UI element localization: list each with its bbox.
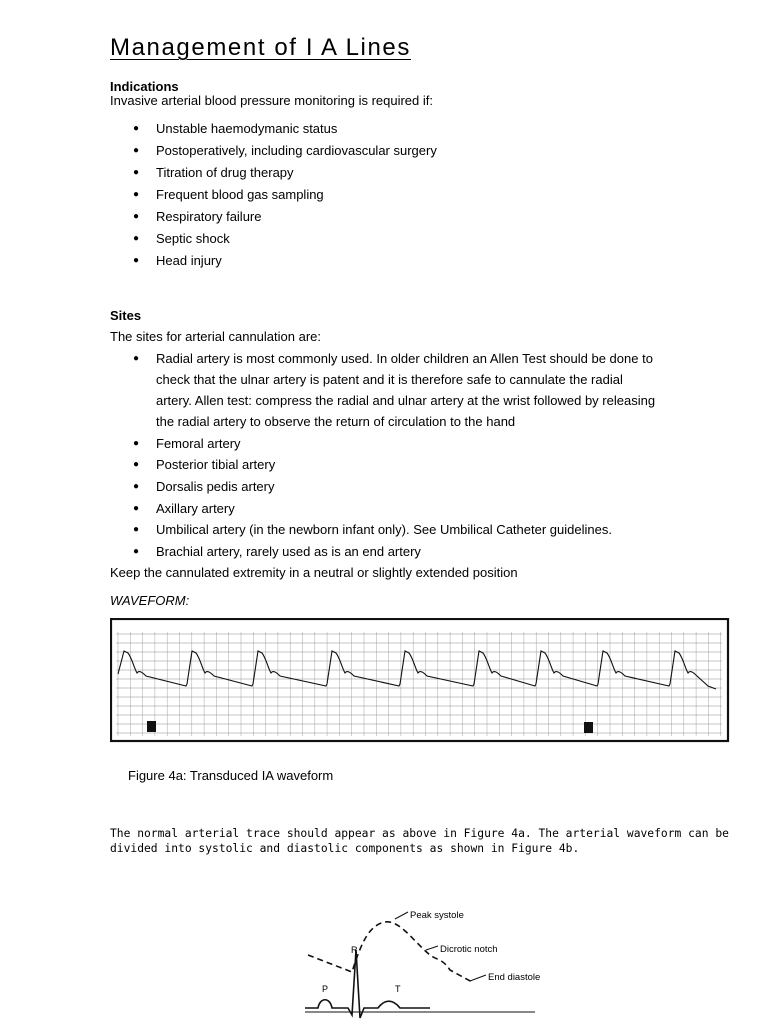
peak-systole-pointer [395,912,408,919]
end-diastole-pointer [470,975,486,981]
bullet-icon: ● [133,459,140,470]
bullet-icon: ● [133,233,140,244]
bullet-icon: ● [133,255,140,266]
list-item: Postoperatively, including cardiovascular surgery [156,143,437,158]
bullet-icon: ● [133,546,140,557]
end-diastole-label: End diastole [488,972,540,983]
sites-intro: The sites for arterial cannulation are: [110,329,321,344]
bullet-icon: ● [133,481,140,492]
bullet-icon: ● [133,123,140,134]
waveform-strip-image [110,618,730,744]
calibration-marker [584,722,593,733]
waveform-label: WAVEFORM: [110,593,190,608]
list-item: Titration of drug therapy [156,165,294,180]
bullet-icon: ● [133,353,140,364]
dicrotic-notch-pointer [426,946,438,950]
list-item: Brachial artery, rarely used as is an end artery [156,544,421,559]
list-item: Femoral artery [156,436,241,451]
list-item-continuation: artery. Allen test: compress the radial and ulnar artery at the wrist followed by releasing [156,393,656,408]
page-title: Management of I A Lines [110,34,411,61]
list-item: Axillary artery [156,501,235,516]
figure-4a-caption: Figure 4a: Transduced IA waveform [128,768,334,783]
dicrotic-notch-label: Dicrotic notch [440,944,498,955]
bullet-icon: ● [133,524,140,535]
sites-heading: Sites [110,308,142,323]
p-wave-label: P [322,984,329,994]
list-item: Septic shock [156,231,230,246]
strip-border [111,619,728,741]
peak-systole-label: Peak systole [410,910,464,921]
bullet-icon: ● [133,145,140,156]
bullet-icon: ● [133,503,140,514]
bullet-icon: ● [133,211,140,222]
list-item: Unstable haemodymanic status [156,121,338,136]
indications-heading: Indications [110,79,179,94]
r-wave-label: R [351,945,358,955]
list-item: Dorsalis pedis artery [156,479,275,494]
figure-4b-diagram [300,900,540,1024]
list-item-continuation: the radial artery to observe the return of circulation to the hand [156,414,516,429]
strip-grid [116,632,722,736]
indications-intro: Invasive arterial blood pressure monitoring is required if: [110,93,433,108]
bullet-icon: ● [133,189,140,200]
list-item: Umbilical artery (in the newborn infant only). See Umbilical Catheter guidelines. [156,522,612,537]
list-item: Frequent blood gas sampling [156,187,324,202]
bullet-icon: ● [133,167,140,178]
paragraph-line: divided into systolic and diastolic components as shown in Figure 4b. [110,842,580,855]
list-item: Radial artery is most commonly used. In older children an Allen Test should be done to [156,351,653,366]
list-item-continuation: check that the ulnar artery is patent and it is therefore safe to cannulate the radial [156,372,623,387]
list-item: Posterior tibial artery [156,457,276,472]
t-wave-label: T [395,984,401,994]
paragraph-line: The normal arterial trace should appear as above in Figure 4a. The arterial waveform can be [110,827,729,840]
calibration-marker [147,721,156,732]
list-item: Respiratory failure [156,209,262,224]
list-item: Head injury [156,253,222,268]
bullet-icon: ● [133,438,140,449]
sites-note: Keep the cannulated extremity in a neutral or slightly extended position [110,565,518,580]
